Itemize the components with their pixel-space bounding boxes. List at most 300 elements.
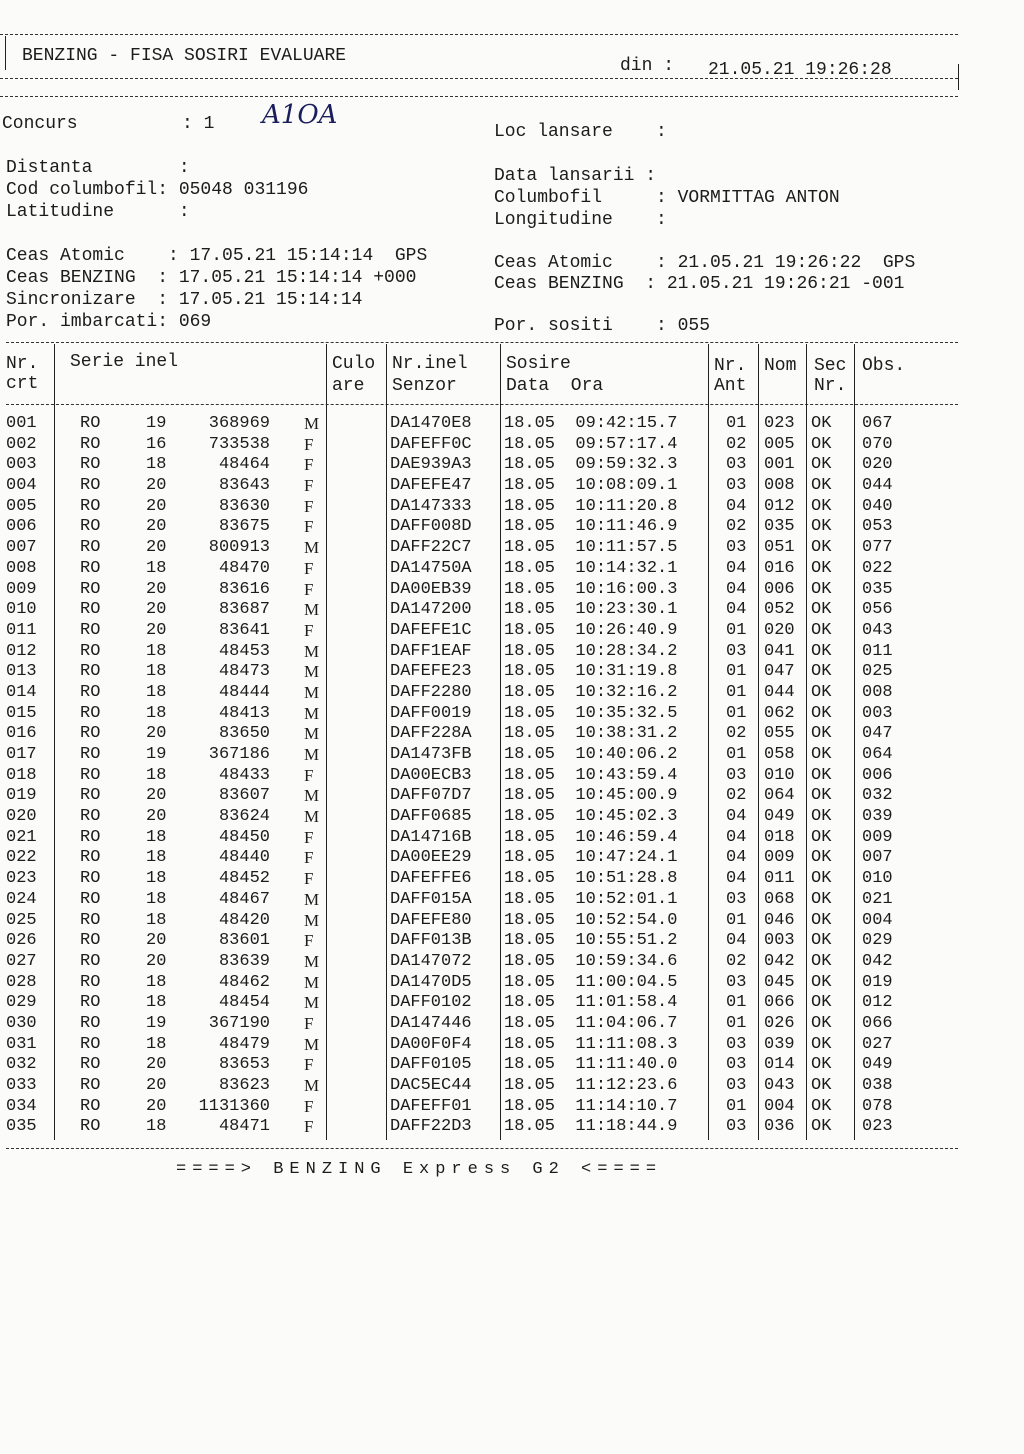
cell-obs: 010 (862, 869, 893, 889)
table-row (0, 807, 1000, 828)
cell-ro: RO (80, 662, 101, 682)
cell-sec: OK (811, 807, 832, 827)
cell-dt: 18.05 10:55:51.2 (504, 931, 678, 951)
cell-ro: RO (80, 682, 101, 702)
cell-sec: OK (811, 745, 832, 764)
table-row (0, 621, 1000, 642)
cell-yr: 20 (146, 951, 167, 971)
header-right-border (958, 64, 959, 90)
cell-obs: 040 (862, 496, 893, 516)
cell-nr: 017 (6, 745, 37, 764)
cell-ch: DAFF0685 (390, 807, 472, 827)
table-row (0, 993, 1000, 1014)
cell-num: 48473 (218, 662, 270, 682)
cell-ro: RO (80, 1013, 101, 1033)
cell-ant: 03 (726, 641, 747, 661)
cell-nr: 007 (6, 538, 37, 558)
table-row (0, 911, 1000, 932)
cell-ro: RO (80, 1055, 101, 1075)
cell-ro: RO (80, 1034, 101, 1054)
cell-ro: RO (80, 827, 101, 847)
cell-ant: 03 (726, 972, 747, 992)
cell-nr: 014 (6, 682, 37, 702)
cell-nr: 006 (6, 517, 37, 537)
cell-nr: 028 (6, 972, 37, 992)
cell-ant: 02 (726, 434, 747, 454)
cell-ro: RO (80, 889, 101, 909)
cell-sex: M (304, 951, 320, 971)
cell-ant: 03 (726, 455, 747, 475)
cell-num: 48454 (218, 993, 270, 1013)
table-row (0, 848, 1000, 869)
cell-nr: 018 (6, 765, 37, 785)
cell-yr: 18 (146, 993, 167, 1013)
cell-dt: 18.05 10:46:59.4 (504, 827, 678, 847)
handwritten-note: A1OA (262, 100, 338, 130)
cell-dt: 18.05 11:11:40.0 (504, 1055, 678, 1075)
cell-ro: RO (80, 455, 101, 475)
cell-yr: 18 (146, 703, 167, 723)
cell-nr: 029 (6, 993, 37, 1013)
cell-num: 48471 (218, 1117, 270, 1137)
cell-yr: 20 (146, 620, 167, 640)
cell-nom: 045 (764, 972, 795, 992)
cell-ch: DAFF22D3 (390, 1117, 472, 1137)
cell-nr: 031 (6, 1034, 37, 1054)
cell-dt: 18.05 11:01:58.4 (504, 993, 678, 1013)
cell-nom: 011 (764, 869, 795, 889)
cell-yr: 20 (146, 931, 167, 951)
cell-ant: 02 (726, 724, 747, 744)
cell-num: 733538 (208, 434, 270, 454)
cell-yr: 18 (146, 765, 167, 785)
cell-sec: OK (811, 662, 832, 682)
cell-yr: 18 (146, 662, 167, 682)
cell-sec: OK (811, 1076, 832, 1095)
cell-sex: F (304, 434, 314, 454)
cell-nom: 049 (764, 807, 795, 827)
cell-ro: RO (80, 848, 101, 868)
cell-ant: 04 (726, 600, 747, 620)
cell-obs: 066 (862, 1013, 893, 1033)
cell-yr: 18 (146, 910, 167, 930)
cell-ro: RO (80, 807, 101, 827)
cell-ro: RO (80, 931, 101, 951)
cell-dt: 18.05 10:32:16.2 (504, 682, 678, 702)
cell-sex: M (304, 745, 320, 764)
cell-nom: 068 (764, 889, 795, 909)
cell-sec: OK (811, 993, 832, 1013)
cell-sex: F (304, 455, 314, 475)
cell-sex: M (304, 993, 320, 1013)
cell-num: 83675 (218, 517, 270, 537)
cell-num: 368969 (208, 414, 270, 433)
table-row (0, 952, 1000, 973)
cell-obs: 019 (862, 972, 893, 992)
cell-dt: 18.05 11:04:06.7 (504, 1013, 678, 1033)
cell-ch: DAFF228A (390, 724, 472, 744)
cell-sex: F (304, 848, 314, 868)
concurs-value: : 1 (182, 114, 215, 134)
cell-sec: OK (811, 1117, 832, 1137)
cell-nom: 039 (764, 1034, 795, 1054)
cell-dt: 18.05 10:43:59.4 (504, 765, 678, 785)
por-imbarcati: Por. imbarcati: 069 (6, 312, 212, 332)
cell-nr: 020 (6, 807, 37, 827)
cell-ro: RO (80, 558, 101, 578)
table-row (0, 869, 1000, 890)
cell-sec: OK (811, 414, 832, 433)
cell-yr: 16 (146, 434, 167, 454)
cell-nom: 042 (764, 951, 795, 971)
cell-num: 48444 (218, 682, 270, 702)
cell-ch: DA00F0F4 (390, 1034, 472, 1054)
cell-ro: RO (80, 972, 101, 992)
cell-nom: 064 (764, 786, 795, 806)
cell-num: 83624 (218, 807, 270, 827)
cell-ant: 04 (726, 579, 747, 599)
cell-obs: 007 (862, 848, 893, 868)
cell-ch: DA14716B (390, 827, 472, 847)
cell-nom: 016 (764, 558, 795, 578)
cell-ch: DAFEFE23 (390, 662, 472, 682)
cell-sex: F (304, 620, 314, 640)
cell-nom: 014 (764, 1055, 795, 1075)
cell-ant: 01 (726, 993, 747, 1013)
cell-sex: F (304, 1096, 314, 1116)
cell-nom: 009 (764, 848, 795, 868)
table-row (0, 538, 1000, 559)
cell-yr: 20 (146, 517, 167, 537)
arrivals-table (0, 414, 1000, 1138)
cell-nr: 008 (6, 558, 37, 578)
cell-obs: 011 (862, 641, 893, 661)
cell-ch: DA1470E8 (390, 414, 472, 433)
ceas-atomic-right: Ceas Atomic : 21.05.21 19:26:22 GPS (494, 253, 916, 273)
cell-ch: DA147072 (390, 951, 472, 971)
cell-yr: 18 (146, 558, 167, 578)
cell-nom: 041 (764, 641, 795, 661)
cell-ro: RO (80, 1117, 101, 1137)
cell-nr: 035 (6, 1117, 37, 1137)
table-row (0, 931, 1000, 952)
cell-nom: 012 (764, 496, 795, 516)
cell-ch: DA147333 (390, 496, 472, 516)
cell-ch: DAFF1EAF (390, 641, 472, 661)
cell-sec: OK (811, 972, 832, 992)
longitudine: Longitudine : (494, 210, 667, 230)
table-row (0, 559, 1000, 580)
cell-obs: 039 (862, 807, 893, 827)
table-row (0, 828, 1000, 849)
cell-obs: 035 (862, 579, 893, 599)
table-row (0, 766, 1000, 787)
cell-ant: 03 (726, 889, 747, 909)
cell-obs: 003 (862, 703, 893, 723)
table-row (0, 1076, 1000, 1097)
cell-sec: OK (811, 496, 832, 516)
table-row (0, 1055, 1000, 1076)
cell-nom: 052 (764, 600, 795, 620)
cell-nr: 021 (6, 827, 37, 847)
table-row (0, 476, 1000, 497)
cell-ch: DA1470D5 (390, 972, 472, 992)
cell-nom: 004 (764, 1096, 795, 1116)
cell-yr: 20 (146, 724, 167, 744)
cell-dt: 18.05 10:23:30.1 (504, 600, 678, 620)
cell-dt: 18.05 10:52:54.0 (504, 910, 678, 930)
table-row (0, 683, 1000, 704)
cell-nom: 026 (764, 1013, 795, 1033)
cell-sex: F (304, 517, 314, 537)
cell-nr: 025 (6, 910, 37, 930)
cell-ant: 01 (726, 414, 747, 433)
cell-yr: 18 (146, 1034, 167, 1054)
col-serie-inel: Serie inel (70, 352, 179, 372)
cell-sex: M (304, 724, 320, 744)
cell-nr: 016 (6, 724, 37, 744)
cell-nr: 009 (6, 579, 37, 599)
cell-ro: RO (80, 703, 101, 723)
latitudine: Latitudine : (6, 202, 190, 222)
ceas-atomic-left: Ceas Atomic : 17.05.21 15:14:14 GPS (6, 246, 428, 266)
col-nr-ant: Nr. (714, 356, 747, 376)
cell-ch: DAFEFF0C (390, 434, 472, 454)
table-row (0, 786, 1000, 807)
cell-ro: RO (80, 517, 101, 537)
cell-num: 48479 (218, 1034, 270, 1054)
cell-ant: 04 (726, 827, 747, 847)
cell-ch: DAFF013B (390, 931, 472, 951)
cell-ro: RO (80, 869, 101, 889)
col-crt: crt (6, 374, 39, 394)
cell-nr: 013 (6, 662, 37, 682)
cell-nom: 044 (764, 682, 795, 702)
cell-ch: DA00EB39 (390, 579, 472, 599)
cell-nom: 046 (764, 910, 795, 930)
cell-sex: M (304, 1034, 320, 1054)
cell-num: 83650 (218, 724, 270, 744)
table-row (0, 600, 1000, 621)
cell-sec: OK (811, 869, 832, 889)
table-row (0, 1097, 1000, 1118)
cell-dt: 18.05 09:42:15.7 (504, 414, 678, 433)
cell-nom: 003 (764, 931, 795, 951)
page-title: BENZING - FISA SOSIRI EVALUARE (22, 46, 347, 66)
cell-obs: 047 (862, 724, 893, 744)
cell-sec: OK (811, 434, 832, 454)
cell-sec: OK (811, 786, 832, 806)
header-bottom-rule (0, 78, 958, 79)
cell-ro: RO (80, 496, 101, 516)
col-senzor: Senzor (392, 376, 457, 396)
cell-nom: 043 (764, 1076, 795, 1095)
col-nr: Nr. (6, 354, 39, 374)
cell-obs: 029 (862, 931, 893, 951)
cell-ch: DAFF0019 (390, 703, 472, 723)
col-nr-inel: Nr.inel (392, 354, 468, 374)
cell-yr: 20 (146, 600, 167, 620)
cell-nr: 032 (6, 1055, 37, 1075)
cell-sec: OK (811, 724, 832, 744)
cell-nr: 003 (6, 455, 37, 475)
cell-num: 48462 (218, 972, 270, 992)
cell-yr: 20 (146, 1096, 167, 1116)
cell-ro: RO (80, 1076, 101, 1095)
cell-sec: OK (811, 931, 832, 951)
table-bottom-rule (6, 1148, 958, 1149)
cell-obs: 032 (862, 786, 893, 806)
col-culoare-1: Culo (332, 354, 376, 374)
cell-sex: M (304, 682, 320, 702)
cell-ch: DAFEFE1C (390, 620, 472, 640)
cell-nr: 022 (6, 848, 37, 868)
cell-num: 48452 (218, 869, 270, 889)
cell-sex: M (304, 641, 320, 661)
cell-ant: 01 (726, 1096, 747, 1116)
cell-nr: 024 (6, 889, 37, 909)
cell-sex: M (304, 1076, 320, 1095)
cell-obs: 012 (862, 993, 893, 1013)
cell-ro: RO (80, 951, 101, 971)
cell-sec: OK (811, 455, 832, 475)
cell-dt: 18.05 09:59:32.3 (504, 455, 678, 475)
col-obs: Obs. (862, 356, 906, 376)
cell-sec: OK (811, 600, 832, 620)
cell-dt: 18.05 10:35:32.5 (504, 703, 678, 723)
cell-ant: 01 (726, 745, 747, 764)
cell-nr: 005 (6, 496, 37, 516)
cell-sec: OK (811, 558, 832, 578)
cell-sex: F (304, 558, 314, 578)
cell-dt: 18.05 11:18:44.9 (504, 1117, 678, 1137)
cell-dt: 18.05 10:26:40.9 (504, 620, 678, 640)
cell-obs: 056 (862, 600, 893, 620)
col-nom: Nom (764, 356, 797, 376)
cell-ant: 03 (726, 538, 747, 558)
cell-dt: 18.05 10:40:06.2 (504, 745, 678, 764)
cell-obs: 038 (862, 1076, 893, 1095)
cell-yr: 20 (146, 476, 167, 496)
cell-dt: 18.05 10:47:24.1 (504, 848, 678, 868)
cell-sex: F (304, 765, 314, 785)
cell-ch: DA14750A (390, 558, 472, 578)
cell-num: 367190 (208, 1013, 270, 1033)
cell-obs: 064 (862, 745, 893, 764)
cell-sex: F (304, 476, 314, 496)
cell-nr: 002 (6, 434, 37, 454)
cell-num: 367186 (208, 745, 270, 764)
cell-sex: M (304, 703, 320, 723)
cell-ro: RO (80, 538, 101, 558)
cell-nom: 018 (764, 827, 795, 847)
cell-yr: 18 (146, 827, 167, 847)
table-row (0, 1035, 1000, 1056)
ceas-benzing-left: Ceas BENZING : 17.05.21 15:14:14 +000 (6, 268, 417, 288)
cell-obs: 020 (862, 455, 893, 475)
cell-num: 83623 (218, 1076, 270, 1095)
cell-ch: DA147200 (390, 600, 472, 620)
cell-nr: 015 (6, 703, 37, 723)
cell-obs: 067 (862, 414, 893, 433)
sincronizare: Sincronizare : 17.05.21 15:14:14 (6, 290, 363, 310)
cell-nom: 062 (764, 703, 795, 723)
table-row (0, 890, 1000, 911)
col-sec-nr: Nr. (814, 376, 847, 396)
cell-yr: 18 (146, 641, 167, 661)
cell-num: 83641 (218, 620, 270, 640)
cell-nom: 010 (764, 765, 795, 785)
cell-num: 83607 (218, 786, 270, 806)
header-top-rule (0, 34, 958, 35)
cell-obs: 021 (862, 889, 893, 909)
cell-nom: 023 (764, 414, 795, 433)
cell-yr: 20 (146, 1076, 167, 1095)
cell-ant: 04 (726, 558, 747, 578)
cell-sex: F (304, 1055, 314, 1075)
header-bottom-table-rule (6, 404, 958, 405)
cell-obs: 006 (862, 765, 893, 785)
table-row (0, 1014, 1000, 1035)
cell-yr: 18 (146, 455, 167, 475)
cell-sec: OK (811, 620, 832, 640)
cell-obs: 022 (862, 558, 893, 578)
cell-ch: DAFEFF01 (390, 1096, 472, 1116)
cell-ant: 03 (726, 765, 747, 785)
cell-yr: 20 (146, 786, 167, 806)
cell-yr: 20 (146, 807, 167, 827)
cell-ch: DAC5EC44 (390, 1076, 472, 1095)
cell-obs: 049 (862, 1055, 893, 1075)
cell-ant: 01 (726, 662, 747, 682)
cell-nr: 012 (6, 641, 37, 661)
cell-sec: OK (811, 517, 832, 537)
cell-nom: 036 (764, 1117, 795, 1137)
cell-ro: RO (80, 765, 101, 785)
cell-yr: 18 (146, 869, 167, 889)
table-row (0, 642, 1000, 663)
cell-sec: OK (811, 910, 832, 930)
cell-num: 48450 (218, 827, 270, 847)
cell-ant: 04 (726, 848, 747, 868)
cell-obs: 004 (862, 910, 893, 930)
cell-num: 83643 (218, 476, 270, 496)
cell-ro: RO (80, 579, 101, 599)
cell-sec: OK (811, 765, 832, 785)
cell-obs: 008 (862, 682, 893, 702)
cell-sex: M (304, 600, 320, 620)
cell-nom: 051 (764, 538, 795, 558)
cell-num: 48433 (218, 765, 270, 785)
cell-num: 48453 (218, 641, 270, 661)
cell-sec: OK (811, 538, 832, 558)
col-sec: Sec (814, 356, 847, 376)
cell-sex: M (304, 538, 320, 558)
cell-nr: 004 (6, 476, 37, 496)
data-lansarii: Data lansarii : (494, 166, 657, 186)
cell-ch: DAFF0105 (390, 1055, 472, 1075)
table-row (0, 497, 1000, 518)
cell-nr: 010 (6, 600, 37, 620)
cell-nom: 008 (764, 476, 795, 496)
table-row (0, 662, 1000, 683)
date-label: din : (620, 56, 675, 76)
cell-ch: DAFF008D (390, 517, 472, 537)
cell-num: 83630 (218, 496, 270, 516)
cell-nom: 020 (764, 620, 795, 640)
table-row (0, 580, 1000, 601)
cell-dt: 18.05 10:45:00.9 (504, 786, 678, 806)
